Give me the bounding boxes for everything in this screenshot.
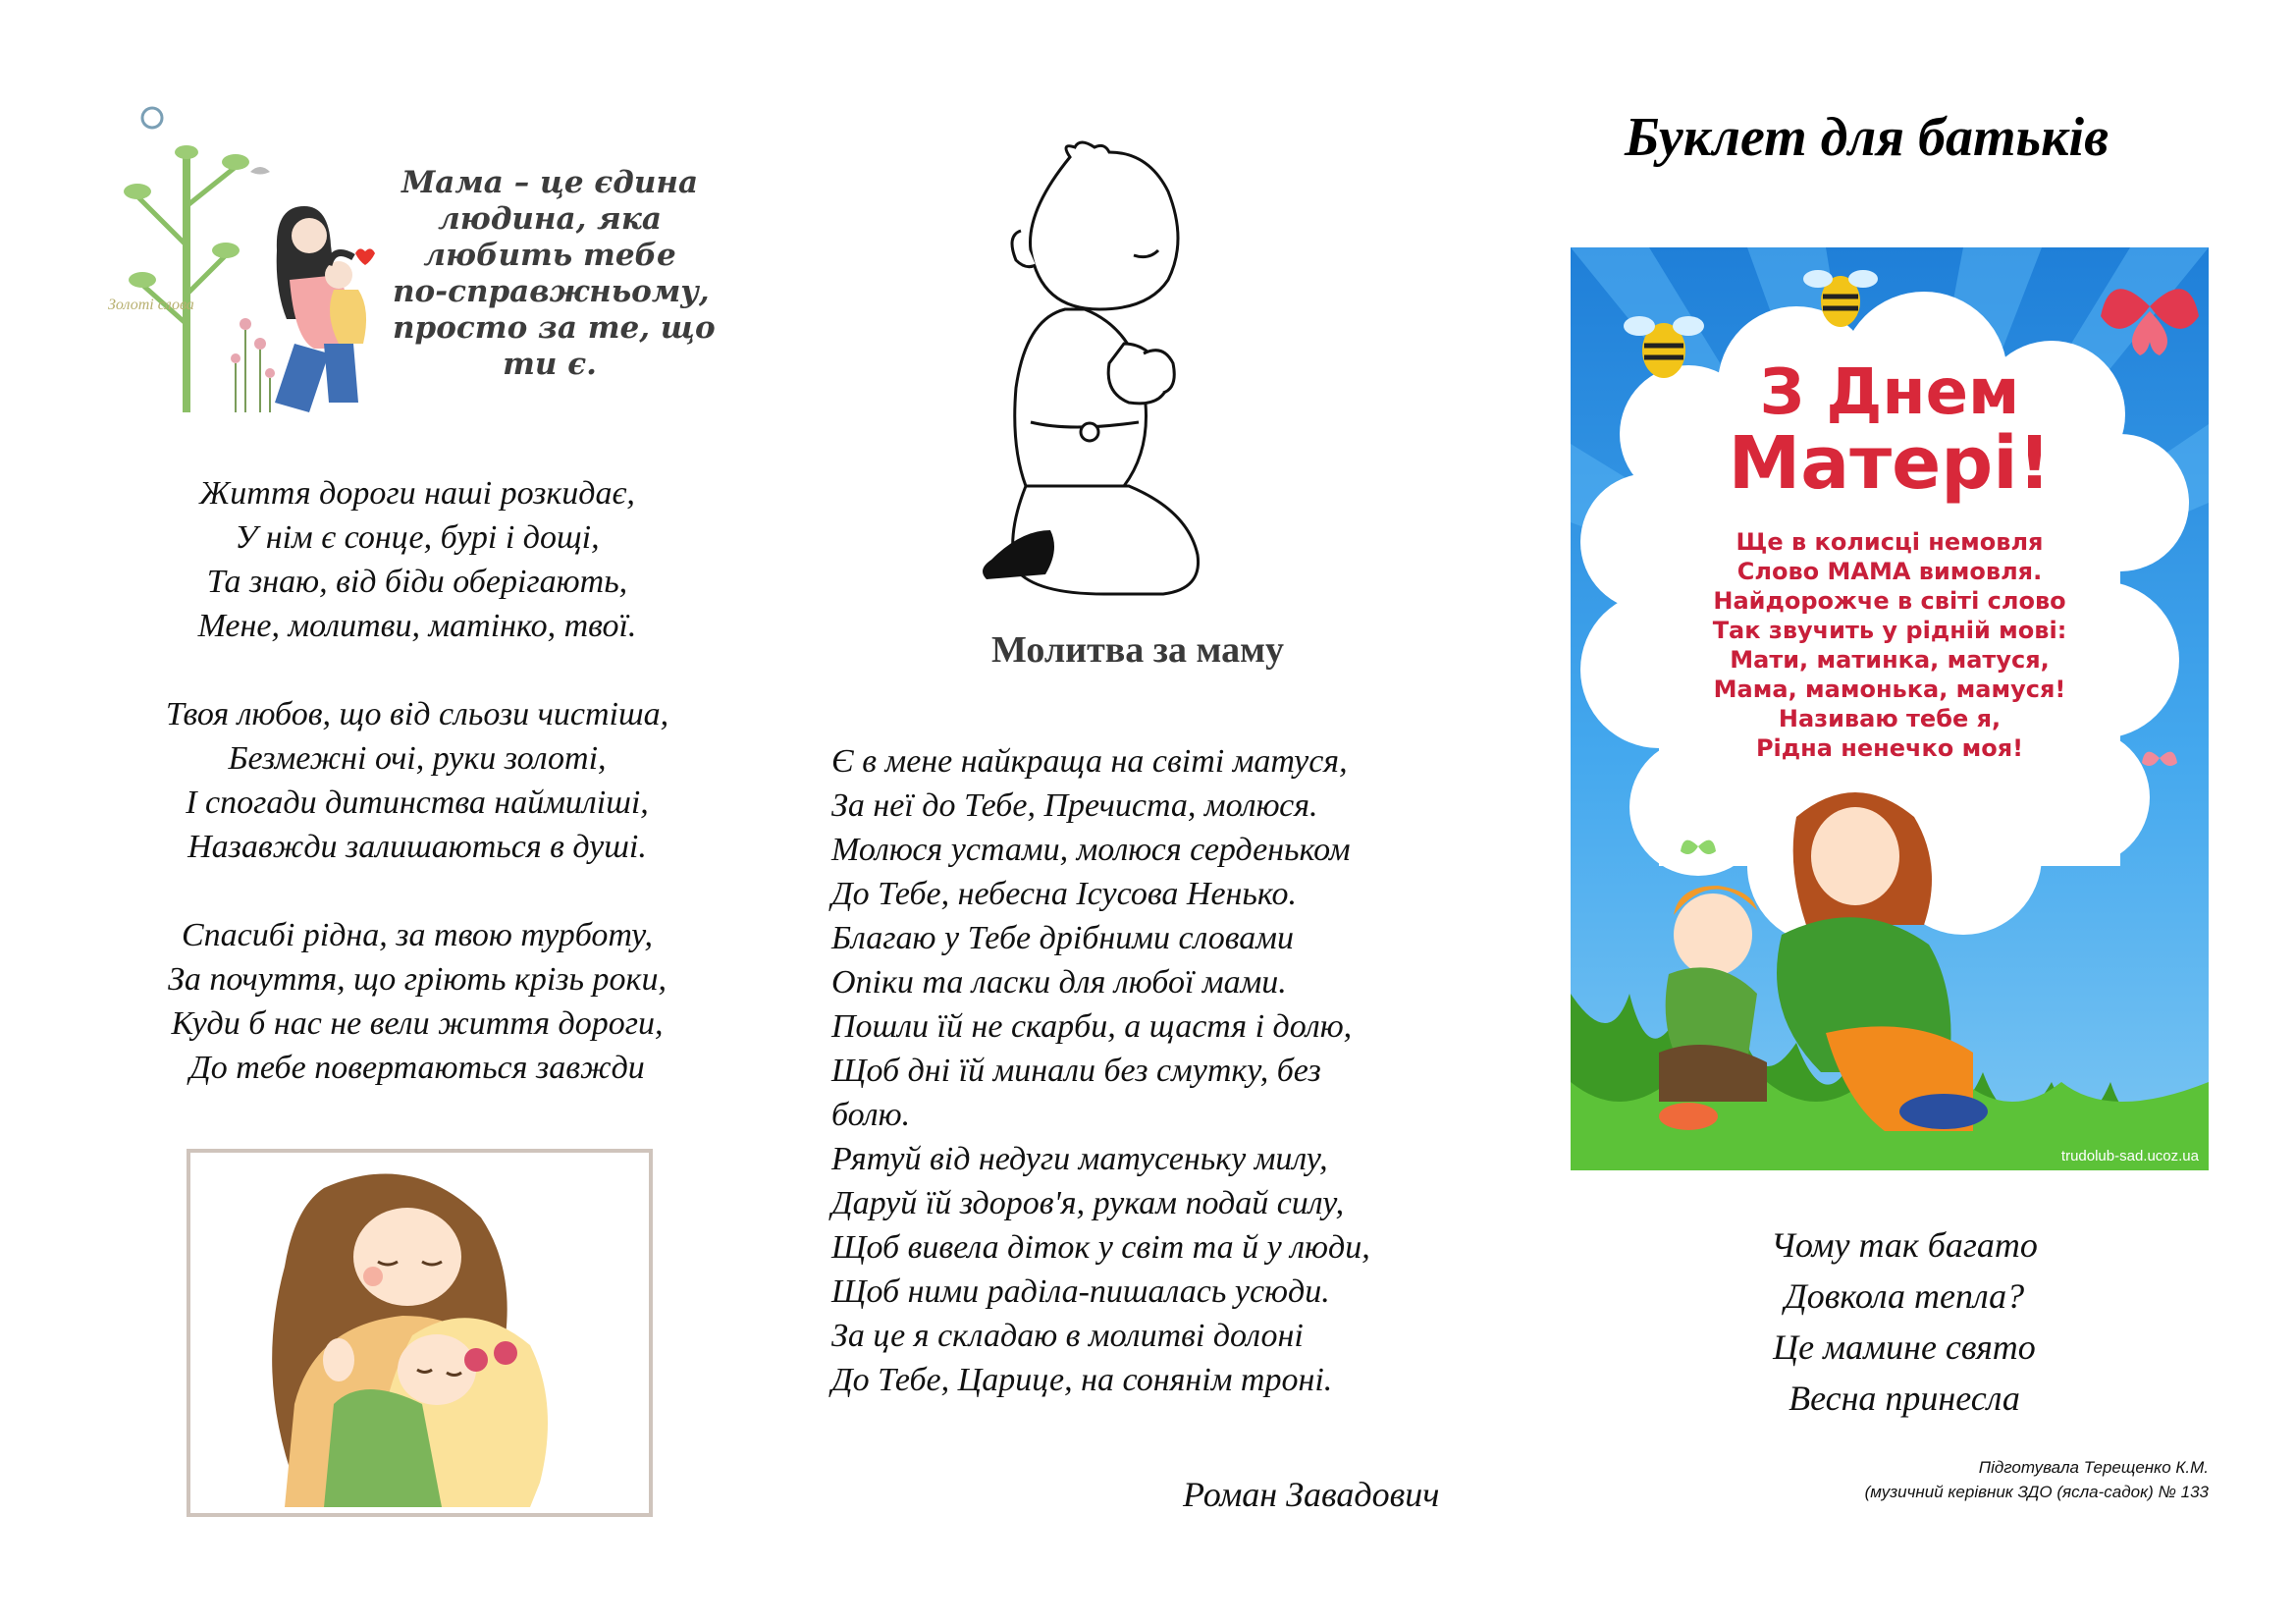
- prayer-line: Молюся устами, молюся серденьком: [831, 832, 1351, 868]
- poster-verse-line: Називаю тебе я,: [1778, 705, 2002, 732]
- quote-line: по-справжньому,: [393, 274, 710, 309]
- poster-source-text: trudolub-sad.ucoz.ua: [2060, 1148, 2199, 1164]
- poem-stanza: [59, 913, 775, 1090]
- poster-verse-line: Ще в колисці немовля: [1735, 528, 2044, 556]
- poem-line: Довкола тепла?: [1784, 1276, 2025, 1316]
- prayer-line: Щоб дні їй минали без смутку, без: [831, 1053, 1321, 1089]
- prayer-line: Щоб ними раділа-пишалась усюди.: [831, 1273, 1330, 1310]
- poster-verse-line: Рідна ненечко моя!: [1755, 734, 2024, 762]
- prayer-line: За неї до Тебе, Пречиста, молюся.: [831, 787, 1318, 824]
- prayer-line: До Тебе, небесна Ісусова Ненько.: [831, 876, 1297, 912]
- poem-line: Це мамине свято: [1773, 1327, 2036, 1367]
- prayer-line: Є в мене найкраща на світі матуся,: [831, 743, 1348, 780]
- poem-line: Спасибі рідна, за твою турботу,: [181, 917, 654, 953]
- praying-boy-illustration: [977, 137, 1281, 609]
- credit-line: (музичний керівник ЗДО (ясла-садок) № 133: [1864, 1483, 2209, 1501]
- quote-line: Мама – це єдина: [400, 165, 699, 200]
- poster-verse-line: Найдорожче в світі слово: [1713, 587, 2066, 615]
- poem-line: Та знаю, від біди оберігають,: [206, 564, 628, 600]
- poem-line: Твоя любов, що від сльози чистіша,: [165, 696, 669, 732]
- credit-line: Підготувала Терещенко К.М.: [1978, 1458, 2209, 1477]
- poster-heading-line: З Днем: [1759, 356, 2020, 429]
- quote-line: людина, яка: [438, 201, 662, 237]
- prayer-line: За це я складаю в молитві долоні: [831, 1318, 1304, 1354]
- poster-heading: [1571, 356, 2209, 506]
- mother-child-tree-illustration: [98, 98, 422, 422]
- prayer-line: Рятуй від недуги матусеньку милу,: [831, 1141, 1328, 1177]
- prayer-text: [831, 739, 1519, 1402]
- poem-line: Мене, молитви, матінко, твої.: [197, 608, 637, 644]
- prayer-line: Щоб вивела діток у світ та й у люди,: [831, 1229, 1370, 1266]
- watermark-text: Золоті слова: [108, 297, 194, 313]
- poem-line: Назавжди залишаються в душі.: [187, 829, 647, 865]
- left-panel: [0, 0, 766, 1624]
- poem-line: У нім є сонце, бурі і дощі,: [235, 519, 600, 556]
- prayer-line: Даруй їй здоров'я, рукам подай силу,: [831, 1185, 1345, 1221]
- poem-line: Куди б нас не вели життя дороги,: [171, 1005, 664, 1042]
- mothers-day-poster: [1571, 247, 2209, 1170]
- middle-panel: [766, 0, 1531, 1624]
- prayer-author: Роман Завадович: [1183, 1475, 1440, 1514]
- left-poem: [59, 471, 775, 1134]
- quote-line: любить тебе: [423, 238, 676, 273]
- quote-line: ти є.: [503, 347, 597, 382]
- poster-verse-line: Мама, мамонька, мамуся!: [1713, 676, 2066, 703]
- prayer-line: Благаю у Тебе дрібними словами: [831, 920, 1295, 956]
- poem-stanza: [59, 692, 775, 869]
- prayer-line: Опіки та ласки для любої мами.: [831, 964, 1287, 1001]
- poster-verse-line: Слово МАМА вимовля.: [1736, 558, 2043, 585]
- poster-verse-line: Мати, матинка, матуся,: [1730, 646, 2050, 674]
- poster-verse: [1571, 527, 2209, 763]
- poem-line: До тебе повертаються завжди: [189, 1050, 645, 1086]
- prayer-line: Пошли їй не скарби, а щастя і долю,: [831, 1008, 1353, 1045]
- quote-line: просто за те, що: [393, 310, 716, 346]
- right-panel: [1531, 0, 2296, 1624]
- poster-verse-line: Так звучить у рідній мові:: [1712, 617, 2067, 644]
- poem-line: Чому так багато: [1771, 1225, 2038, 1265]
- poem-line: Весна принесла: [1789, 1379, 2020, 1418]
- prayer-line: болю.: [831, 1097, 911, 1133]
- poem-stanza: [59, 471, 775, 648]
- poem-line: Життя дороги наші розкидає,: [199, 475, 635, 512]
- poem-line: За почуття, що гріють крізь роки,: [168, 961, 667, 998]
- poem-line: Безмежні очі, руки золоті,: [228, 740, 607, 777]
- author-credit: [1728, 1455, 2209, 1504]
- mother-hug-illustration: [187, 1149, 653, 1517]
- prayer-title: Молитва за маму: [991, 629, 1285, 671]
- left-quote: [393, 165, 716, 383]
- prayer-line: До Тебе, Царице, на сонянім троні.: [831, 1362, 1333, 1398]
- booklet-title: Буклет для батьків: [1625, 107, 2109, 168]
- poster-heading-line: Матері!: [1728, 421, 2052, 506]
- right-poem: [1688, 1219, 2120, 1424]
- poem-line: І спогади дитинства наймиліші,: [186, 785, 649, 821]
